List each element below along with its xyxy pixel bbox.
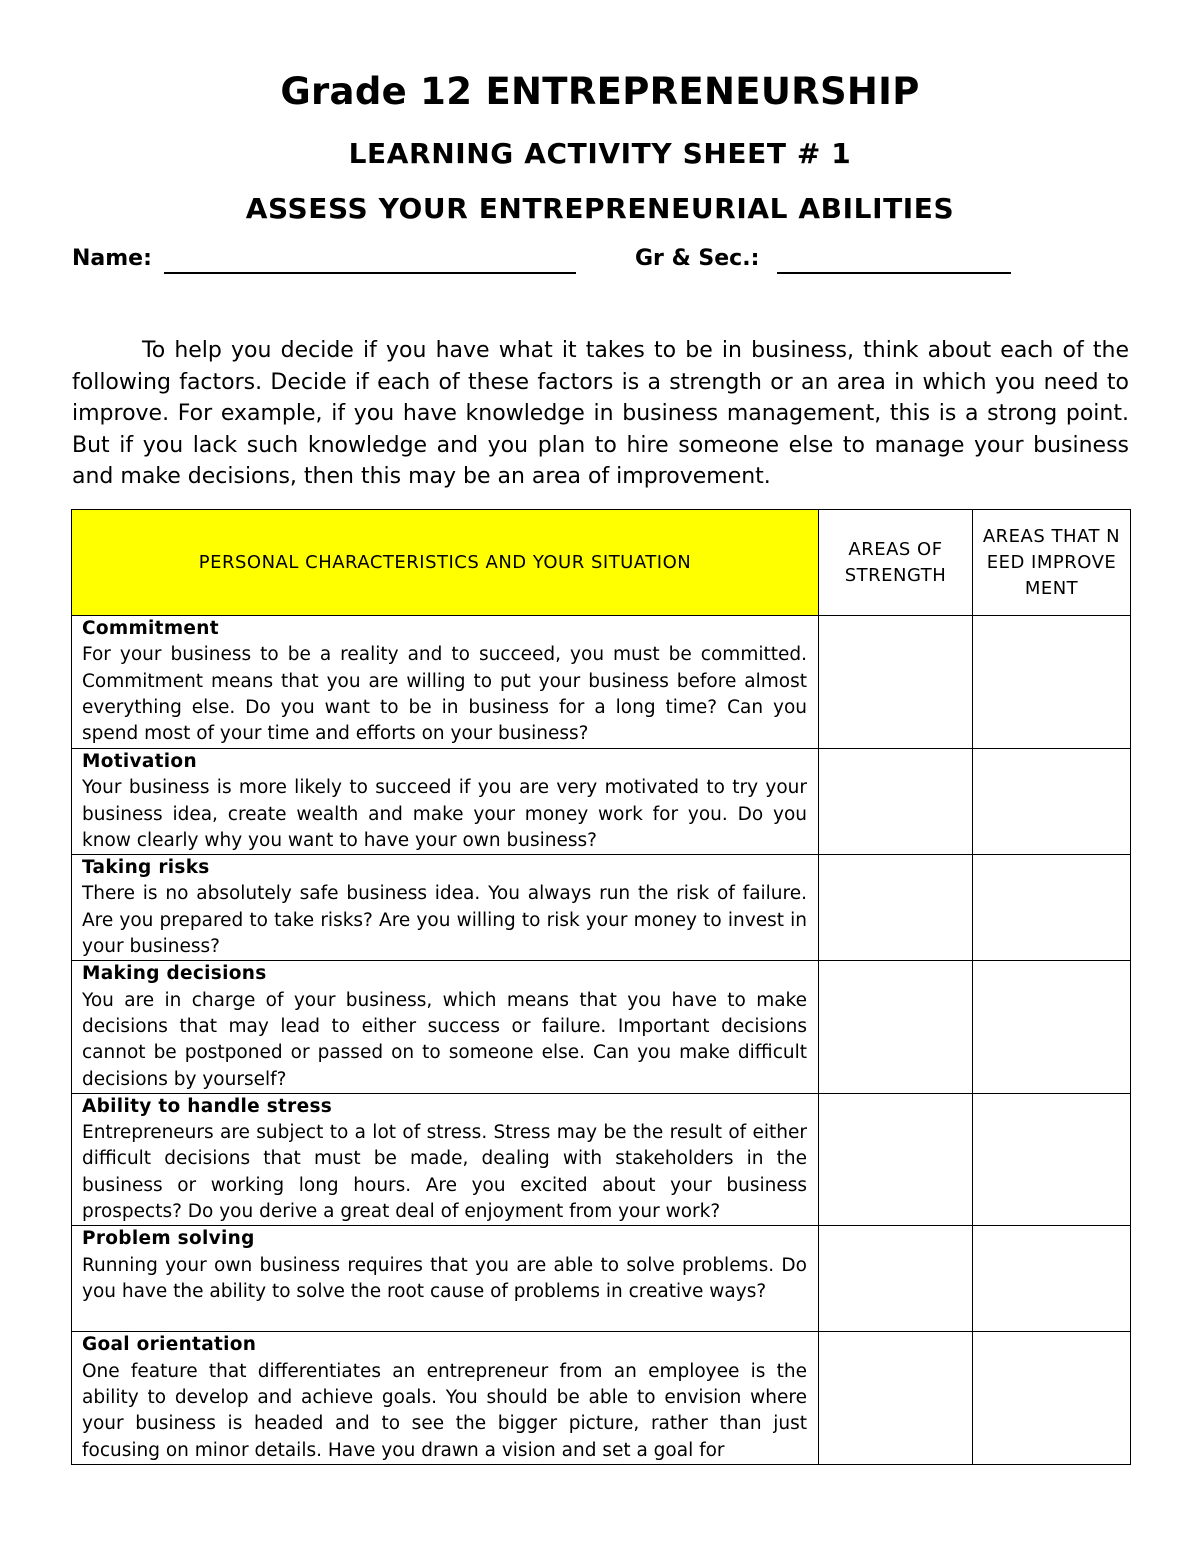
characteristic-cell bbox=[72, 1332, 819, 1464]
name-blank-line[interactable] bbox=[164, 272, 576, 274]
factor-description: One feature that differentiates an entrepreneur from an employee is the ability to develop and achieve goals. You should be able to envision where your business is headed and to see the bigger picture, rather than just focusing on minor details. Have you drawn a vision and set a goal for bbox=[82, 1360, 807, 1461]
assessment-table bbox=[71, 509, 1131, 1465]
factor-description: For your business to be a reality and to succeed, you must be committed. Commitment means that you are willing to put your business before almost everything else. Do you want to be in business for a long time? Can you spend most of your time and efforts on your business? bbox=[82, 644, 807, 745]
table-row bbox=[72, 1226, 1131, 1332]
header-strength: AREAS OF STRENGTH bbox=[819, 510, 973, 616]
table-header-row bbox=[72, 510, 1131, 616]
improvement-check-cell[interactable] bbox=[973, 1226, 1131, 1332]
strength-check-cell[interactable] bbox=[819, 1093, 973, 1225]
section-blank-line[interactable] bbox=[777, 272, 1011, 274]
table-row bbox=[72, 855, 1131, 961]
factor-title: Goal orientation bbox=[82, 1334, 257, 1356]
factor-description: Running your own business requires that you are able to solve problems. Do you have the ability to solve the root cause of problems in creative ways? bbox=[82, 1254, 807, 1302]
characteristic-cell bbox=[72, 616, 819, 749]
factor-title: Ability to handle stress bbox=[82, 1095, 333, 1117]
factor-description: Your business is more likely to succeed if you are very motivated to try your business idea, create wealth and make your money work for you. Do you know clearly why you want to have your own business? bbox=[82, 777, 807, 851]
strength-check-cell[interactable] bbox=[819, 961, 973, 1093]
instructions-paragraph: To help you decide if you have what it takes to be in business, think about each of the following factors. Decide if each of these factors is a strength or an area in which you need to improve. For example, if you have knowledge in business management, this is a strong point. But if you lack such knowledge and you plan to hire someone else to manage your business and make decisions, then this may be an area of improvement. bbox=[72, 338, 1129, 489]
table-row bbox=[72, 749, 1131, 855]
improvement-check-cell[interactable] bbox=[973, 961, 1131, 1093]
name-label: Name: bbox=[72, 246, 152, 271]
header-improvement: AREAS THAT NEED IMPROVEMENT bbox=[973, 510, 1131, 616]
sheet-number: LEARNING ACTIVITY SHEET # 1 bbox=[348, 137, 852, 170]
header-characteristics: PERSONAL CHARACTERISTICS AND YOUR SITUATION bbox=[72, 510, 819, 616]
improvement-check-cell[interactable] bbox=[973, 1332, 1131, 1464]
student-info-fields bbox=[72, 246, 1132, 280]
section-label: Gr & Sec.: bbox=[635, 246, 760, 271]
document-title: Grade 12 ENTREPRENEURSHIP bbox=[280, 70, 920, 113]
factor-title: Motivation bbox=[82, 751, 197, 772]
activity-topic: ASSESS YOUR ENTREPRENEURIAL ABILITIES bbox=[245, 192, 955, 225]
strength-check-cell[interactable] bbox=[819, 749, 973, 855]
strength-check-cell[interactable] bbox=[819, 1332, 973, 1464]
table-row bbox=[72, 961, 1131, 1093]
table-row bbox=[72, 1332, 1131, 1464]
characteristic-cell bbox=[72, 1093, 819, 1225]
factor-title: Taking risks bbox=[82, 857, 210, 879]
characteristic-cell bbox=[72, 749, 819, 855]
strength-check-cell[interactable] bbox=[819, 1226, 973, 1332]
improvement-check-cell[interactable] bbox=[973, 1093, 1131, 1225]
improvement-check-cell[interactable] bbox=[973, 855, 1131, 961]
factor-title: Making decisions bbox=[82, 963, 267, 985]
table-row bbox=[72, 616, 1131, 749]
table-row bbox=[72, 1093, 1131, 1225]
factor-description: Entrepreneurs are subject to a lot of stress. Stress may be the result of either difficult decisions that must be made, dealing with stakeholders in the business or working long hours. Are you excited about your business prospects? Do you derive a great deal of enjoyment from your work? bbox=[82, 1122, 807, 1223]
factor-title: Commitment bbox=[82, 618, 219, 639]
strength-check-cell[interactable] bbox=[819, 855, 973, 961]
improvement-check-cell[interactable] bbox=[973, 749, 1131, 855]
characteristic-cell bbox=[72, 1226, 819, 1332]
improvement-check-cell[interactable] bbox=[973, 616, 1131, 749]
characteristic-cell bbox=[72, 855, 819, 961]
strength-check-cell[interactable] bbox=[819, 616, 973, 749]
factor-title: Problem solving bbox=[82, 1228, 255, 1250]
characteristic-cell bbox=[72, 961, 819, 1093]
factor-description: You are in charge of your business, which means that you have to make decisions that may lead to either success or failure. Important decisions cannot be postponed or passed on to someone else. Can you make difficult decisions by yourself? bbox=[82, 989, 807, 1090]
factor-description: There is no absolutely safe business idea. You always run the risk of failure. Are you prepared to take risks? Are you willing to risk your money to invest in your business? bbox=[82, 883, 807, 958]
